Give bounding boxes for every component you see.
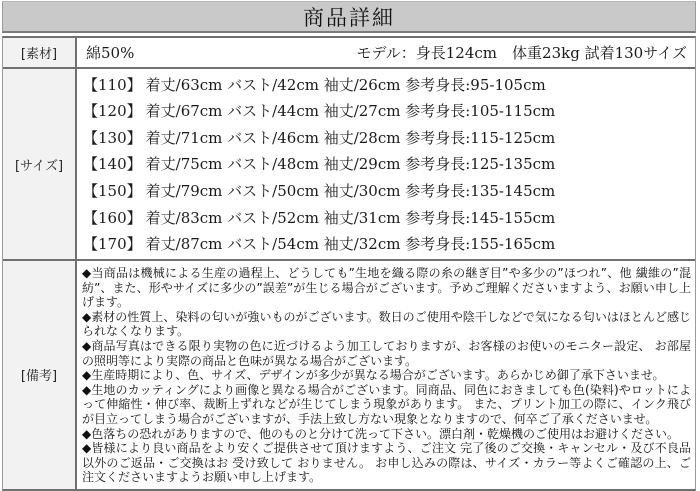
size-tag: 【160】	[83, 208, 142, 227]
size-specs: 着丈/71cm バスト/46cm 袖丈/28cm 参考身長:115-125cm	[145, 128, 556, 147]
sizes-row	[3, 69, 695, 261]
detail-table-body	[2, 36, 696, 491]
size-tag: 【110】	[83, 75, 142, 94]
size-line-120	[83, 100, 689, 121]
size-line-160	[83, 207, 689, 228]
material-row-label: [素材]	[3, 38, 77, 67]
note-item: ◆商品写真はできる限り実物の色に近づけるよう加工しておりますが、お客様のお使いのモニター設定、 お部屋の照明等により実際の商品と色味が異なる場合がございます。	[82, 338, 691, 368]
table-title: 商品詳細	[2, 1, 696, 33]
size-line-170	[83, 233, 689, 254]
size-line-110	[83, 74, 689, 95]
size-line-140	[83, 153, 689, 174]
material-row-content	[77, 38, 695, 67]
notes-row-content	[77, 261, 695, 489]
size-specs: 着丈/75cm バスト/48cm 袖丈/29cm 参考身長:125-135cm	[145, 155, 556, 174]
note-item: ◆当商品は機械による生産の過程上、どうしても”生地を織る際の糸の継ぎ目”や多少の”ほつれ”、他 繊維の”混紡”、また、形やサイズに多少の”誤差”が生じる場合がございます。予めご理解くださいますよう、お願い申し上げます。	[82, 266, 691, 310]
size-tag: 【140】	[83, 155, 142, 174]
material-row	[3, 38, 695, 69]
size-line-130	[83, 127, 689, 148]
material-value: 綿50%	[86, 44, 135, 62]
note-item: ◆生産時期により、色、サイズ、デザインが多少が異なる場合がございます。あらかじめ御了承下さいませ。	[82, 368, 665, 383]
size-specs: 着丈/83cm バスト/52cm 袖丈/31cm 参考身長:145-155cm	[145, 208, 556, 227]
size-specs: 着丈/67cm バスト/44cm 袖丈/27cm 参考身長:105-115cm	[145, 102, 556, 121]
note-item: ◆皆様により良い商品をより安くご提供させて頂けますよう、ご注文 完了後のご交換・キャンセル・及び不良品以外のご返品・ご交換はお 受け致して おりません。 お申し込みの際は、サイズ・カラー等よくご確認の上、ご注文くださいますようお願い申し上げます。	[82, 441, 691, 485]
size-specs: 着丈/79cm バスト/50cm 袖丈/30cm 参考身長:135-145cm	[145, 182, 556, 201]
size-specs: 着丈/87cm バスト/54cm 袖丈/32cm 参考身長:155-165cm	[145, 235, 556, 254]
note-item: ◆素材の性質上、染料の匂いが強いものがございます。数日のご使用や陰干しなどで気になる匂いはほとんど感じられなくなります。	[82, 309, 691, 339]
size-tag: 【170】	[83, 235, 142, 254]
size-specs: 着丈/63cm バスト/42cm 袖丈/26cm 参考身長:95-105cm	[145, 75, 546, 94]
size-line-150	[83, 180, 689, 201]
note-item: ◆生地のカッティングにより画像と異なる場合がございます。同商品、同色におきましても色(染料)やロットによって伸縮性・伸び率、裁断上ずれなどが生じてしまう現象があります。 また、プリント加工の際に、インク飛びが目立ってしまう場合がございますが、手法上致し方ない現象となりますので、何卒ご了承くださいませ。	[82, 382, 691, 426]
size-tag: 【130】	[83, 128, 142, 147]
model-info: モデル：身長124cm 体重23kg 試着130サイズ	[356, 44, 687, 62]
size-tag: 【120】	[83, 102, 142, 121]
notes-row	[3, 261, 695, 489]
notes-row-label: [備考]	[3, 261, 77, 489]
sizes-row-label: [サイズ]	[3, 69, 77, 259]
size-tag: 【150】	[83, 182, 142, 201]
note-item: ◆色落ちの恐れがありますので、他のものと分けて洗って下さい。漂白剤・乾燥機のご使用はお避けください。	[82, 426, 679, 441]
sizes-row-content	[77, 69, 695, 259]
